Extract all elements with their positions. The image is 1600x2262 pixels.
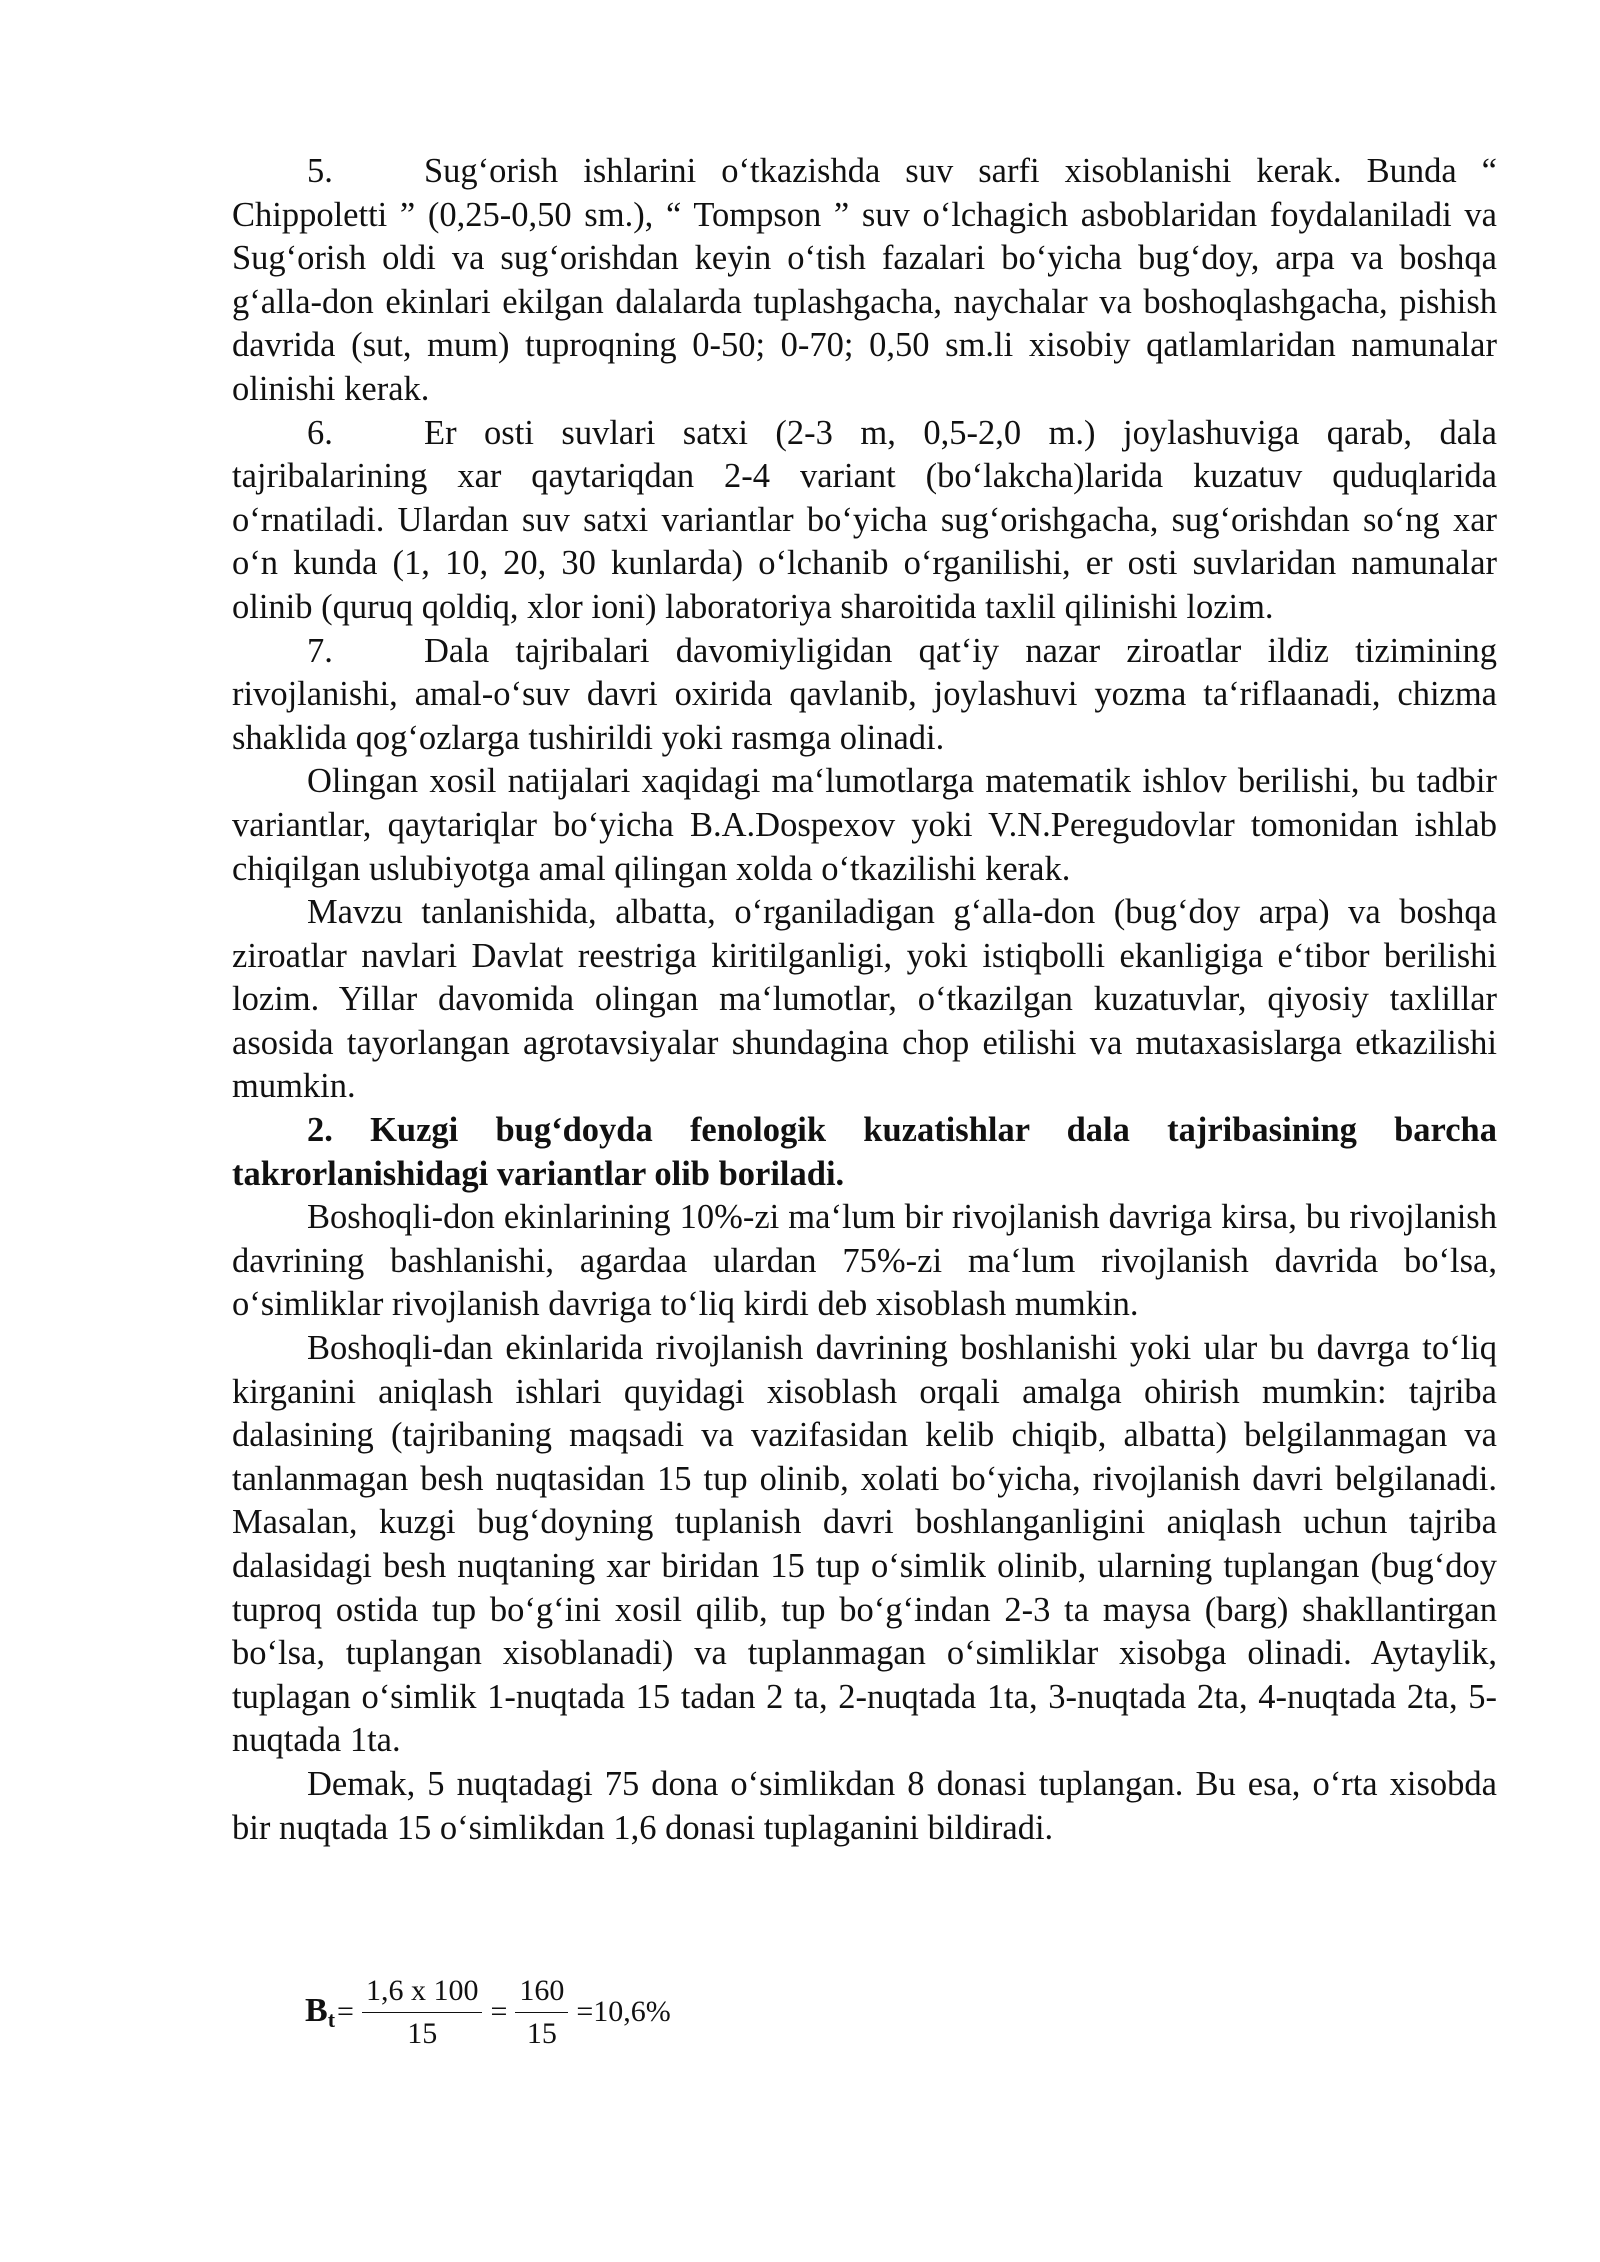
fraction-2-numerator: 160 bbox=[515, 1974, 568, 2013]
paragraph-phase-method: Boshoqli-dan ekinlarida rivojlanish davrining boshlanishi yoki ular bu davrga to‘liq kirganini aniqlash ishlari quyidagi xisoblash orqali amalga ohirish mumkin: tajriba dalasining (tajribaning maqsadi va vazifasidan kelib chiqib, albatta) belgilanmagan va tanlanmagan besh nuqtasidan 15 tup olinib, xolati bo‘yicha, rivojlanish davri belgilanadi. Masalan, kuzgi bug‘doyning tuplanish davri boshlanganligini aniqlash uchun tajriba dalasidagi besh nuqtaning xar biridan 15 tup o‘simlik olinib, ularning tuplangan (bug‘doy tuproq ostida tup bo‘g‘ini xosil qilib, tup bo‘g‘indan 2-3 ta maysa (barg) shakllantirgan bo‘lsa, tuplangan xisoblanadi) va tuplanmagan o‘simliklar xisobga olinadi. Aytaylik, tuplagan o‘simlik 1-nuqtada 15 tadan 2 ta, 2-nuqtada 1ta, 3-nuqtada 2ta, 4-nuqtada 2ta, 5-nuqtada 1ta. bbox=[232, 1329, 1497, 1760]
paragraph-results-processing: Olingan xosil natijalari xaqidagi ma‘lumotlarga matematik ishlov berilishi, bu tadbir variantlar, qaytariqlar bo‘yicha B.A.Dospexov yoki V.N.Peregudovlar tomonidan ishlab chiqilgan uslubiyotga amal qilingan xolda o‘tkazilishi kerak. bbox=[232, 762, 1497, 888]
formula-result: =10,6% bbox=[576, 1995, 671, 2028]
formula-tillering bbox=[305, 1962, 673, 2062]
paragraph-7 bbox=[232, 630, 1497, 761]
fraction-1-denominator: 15 bbox=[407, 2016, 438, 2050]
paragraph-5-text: Sug‘orish ishlarini o‘tkazishda suv sarfi xisoblanishi kerak. Bunda “ Chippoletti ” (0,25-0,50 sm.), “ Tompson ” suv o‘lchagich asboblaridan foydalaniladi va Sug‘orish oldi va sug‘orishdan keyin o‘tish fazalari bo‘yicha bug‘doy, arpa va boshqa g‘alla-don ekinlari ekilgan dalalarda tuplashgacha, naychalar va boshoqlashgacha, pishish davrida (sut, mum) tuproqning 0-50; 0-70; 0,50 sm.li xisobiy qatlamlaridan namunalar olinishi kerak. bbox=[232, 152, 1497, 408]
paragraph-6-text: Er osti suvlari satxi (2-3 m, 0,5-2,0 m.) joylashuviga qarab, dala tajribalarining xar qaytariqdan 2-4 variant (bo‘lakcha)larida kuzatuv quduqlarida o‘rnatiladi. Ulardan suv satxi variantlar bo‘yicha sug‘orishgacha, sug‘orishdan so‘ng xar o‘n kunda (1, 10, 20, 30 kunlarda) o‘lchanib o‘rganilishi, er osti suvlaridan namunalar olinib (quruq qoldiq, xlor ioni) laboratoriya sharoitida taxlil qilinishi lozim. bbox=[232, 413, 1497, 626]
paragraph-example-result: Demak, 5 nuqtadagi 75 dona o‘simlikdan 8 donasi tuplangan. Bu esa, o‘rta xisobda bir nuqtada 15 o‘simlikdan 1,6 donasi tuplaganini bildiradi. bbox=[232, 1764, 1497, 1847]
fraction-1 bbox=[362, 1974, 483, 2051]
fraction-2 bbox=[515, 1974, 568, 2051]
document-body bbox=[232, 150, 1497, 1850]
fraction-1-numerator: 1,6 x 100 bbox=[362, 1974, 483, 2013]
paragraph-6 bbox=[232, 412, 1497, 630]
list-number-7: 7. bbox=[307, 631, 333, 670]
paragraph-7-text: Dala tajribalari davomiyligidan qat‘iy nazar ziroatlar ildiz tizimining rivojlanishi, amal-o‘suv davri oxirida qavlanib, joylashuvi yozma ta‘riflaanadi, chizma shaklida qog‘ozlarga tushirildi yoki rasmga olinadi. bbox=[232, 631, 1497, 757]
formula-symbol: $B_t$ bbox=[305, 1991, 336, 2032]
list-number-5: 5. bbox=[307, 152, 333, 190]
formula-equals-2: = bbox=[490, 1995, 508, 2028]
fraction-2-denominator: 15 bbox=[526, 2016, 557, 2050]
formula-equals-1: = bbox=[337, 1995, 354, 2028]
list-number-6: 6. bbox=[307, 413, 333, 452]
section-heading: 2. Kuzgi bug‘doyda fenologik kuzatishlar dala tajribasining barcha takrorlanishidagi variantlar olib boriladi. bbox=[232, 1111, 1497, 1193]
paragraph-phase-definition: Boshoqli-don ekinlarining 10%-zi ma‘lum bir rivojlanish davriga kirsa, bu rivojlanish davrining bashlanishi, agardaa ulardan 75%-zi ma‘lum rivojlanish davrida bo‘lsa, o‘simliklar rivojlanish davriga to‘liq kirdi deb xisoblash mumkin. bbox=[232, 1198, 1497, 1324]
paragraph-5 bbox=[232, 150, 1497, 412]
formula-subscript: t bbox=[327, 2006, 336, 2032]
paragraph-topic-selection: Mavzu tanlanishida, albatta, o‘rganiladigan g‘alla-don (bug‘doy arpa) va boshqa ziroatlar navlari Davlat reestriga kiritilganligi, yoki istiqbolli ekanligiga e‘tibor berilishi lozim. Yillar davomida olingan ma‘lumotlar, o‘tkazilgan kuzatuvlar, qiyosiy taxlillar asosida tayorlangan agrotavsiyalar shundagina chop etilishi va mutaxasislarga etkazilishi mumkin. bbox=[232, 893, 1497, 1106]
